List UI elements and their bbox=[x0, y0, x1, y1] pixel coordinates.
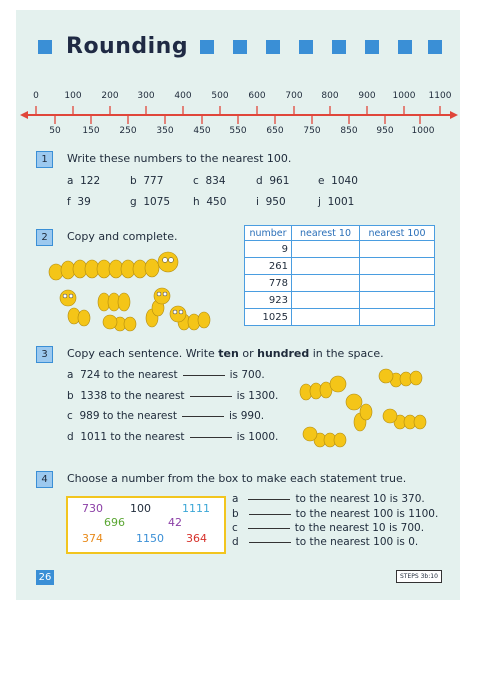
q1-item: g 1075 bbox=[130, 196, 171, 208]
box-number: 364 bbox=[186, 532, 207, 545]
number-line-label: 500 bbox=[211, 91, 229, 101]
decor-square-icon bbox=[332, 40, 346, 54]
empty-cell bbox=[360, 292, 435, 309]
q1-item: a 122 bbox=[67, 175, 101, 187]
column-header: number bbox=[245, 226, 292, 241]
q4-line: d to the nearest 100 is 0. bbox=[232, 536, 419, 548]
question-number: 1 bbox=[36, 151, 53, 168]
q1-item: e 1040 bbox=[318, 175, 358, 187]
empty-cell bbox=[360, 309, 435, 326]
table-row bbox=[245, 309, 435, 326]
decor-square-icon bbox=[233, 40, 247, 54]
q4-line: c to the nearest 10 is 700. bbox=[232, 522, 425, 534]
empty-cell bbox=[292, 258, 360, 275]
number-line-label: 450 bbox=[193, 126, 211, 136]
box-number: 1111 bbox=[182, 502, 210, 515]
empty-cell bbox=[360, 275, 435, 292]
number-line-label: 550 bbox=[229, 126, 247, 136]
number-line-label: 350 bbox=[156, 126, 174, 136]
empty-cell bbox=[292, 275, 360, 292]
number-line-label: 200 bbox=[101, 91, 119, 101]
number-line-label: 900 bbox=[358, 91, 376, 101]
column-header: nearest 10 bbox=[292, 226, 360, 241]
question-text: Choose a number from the box to make each statement true. bbox=[67, 472, 407, 485]
number-line-label: 650 bbox=[266, 126, 284, 136]
decor-square-icon bbox=[365, 40, 379, 54]
q3-line: b 1338 to the nearest is 1300. bbox=[67, 390, 279, 402]
table-row bbox=[245, 275, 435, 292]
number-line-label: 0 bbox=[33, 91, 39, 101]
table-row bbox=[245, 241, 435, 258]
number-line-label: 400 bbox=[174, 91, 192, 101]
box-number: 1150 bbox=[136, 532, 164, 545]
table-row bbox=[245, 292, 435, 309]
caterpillars-illustration bbox=[44, 250, 214, 338]
box-number: 42 bbox=[168, 516, 182, 529]
q4-line: a to the nearest 10 is 370. bbox=[232, 493, 425, 505]
steps-code: STEPS 3b:10 bbox=[396, 570, 442, 583]
column-header: nearest 100 bbox=[360, 226, 435, 241]
number-line-label: 850 bbox=[340, 126, 358, 136]
q1-item: f 39 bbox=[67, 196, 91, 208]
decor-square-icon bbox=[398, 40, 412, 54]
q1-item: h 450 bbox=[193, 196, 227, 208]
q1-item: c 834 bbox=[193, 175, 226, 187]
empty-cell bbox=[292, 292, 360, 309]
table-row bbox=[245, 258, 435, 275]
q3-line: a 724 to the nearest is 700. bbox=[67, 369, 265, 381]
caterpillars-illustration-2 bbox=[296, 364, 446, 454]
q1-item: b 777 bbox=[130, 175, 164, 187]
table-cell: 261 bbox=[245, 258, 292, 275]
q1-item: i 950 bbox=[256, 196, 286, 208]
number-line-label: 150 bbox=[82, 126, 100, 136]
empty-cell bbox=[360, 241, 435, 258]
number-line-label: 600 bbox=[248, 91, 266, 101]
title-square-icon bbox=[38, 40, 52, 54]
q1-item: j 1001 bbox=[318, 196, 355, 208]
q3-line: c 989 to the nearest is 990. bbox=[67, 410, 265, 422]
number-line-label: 750 bbox=[303, 126, 321, 136]
number-line-label: 300 bbox=[137, 91, 155, 101]
decor-square-icon bbox=[428, 40, 442, 54]
q4-line: b to the nearest 100 is 1100. bbox=[232, 508, 439, 520]
box-number: 100 bbox=[130, 502, 151, 515]
table-cell: 923 bbox=[245, 292, 292, 309]
empty-cell bbox=[360, 258, 435, 275]
table-cell: 1025 bbox=[245, 309, 292, 326]
q1-item: d 961 bbox=[256, 175, 290, 187]
empty-cell bbox=[292, 241, 360, 258]
page-number: 26 bbox=[36, 570, 54, 585]
number-line-label: 1000 bbox=[411, 126, 435, 136]
decor-square-icon bbox=[299, 40, 313, 54]
table-header-row bbox=[245, 226, 435, 241]
question-text: Write these numbers to the nearest 100. bbox=[67, 152, 292, 165]
question-number: 4 bbox=[36, 471, 53, 488]
number-line-label: 800 bbox=[321, 91, 339, 101]
question-number: 2 bbox=[36, 229, 53, 246]
number-line-label: 100 bbox=[64, 91, 82, 101]
rounding-table bbox=[244, 225, 435, 326]
empty-cell bbox=[292, 309, 360, 326]
page-title: Rounding bbox=[66, 34, 189, 59]
question-text: Copy and complete. bbox=[67, 230, 178, 243]
q3-line: d 1011 to the nearest is 1000. bbox=[67, 431, 279, 443]
question-number: 3 bbox=[36, 346, 53, 363]
box-number: 374 bbox=[82, 532, 103, 545]
box-number: 696 bbox=[104, 516, 125, 529]
decor-square-icon bbox=[266, 40, 280, 54]
question-text: Copy each sentence. Write ten or hundred in the space. bbox=[67, 347, 384, 360]
number-line-label: 700 bbox=[285, 91, 303, 101]
number-line-label: 950 bbox=[376, 126, 394, 136]
decor-square-icon bbox=[200, 40, 214, 54]
number-line-label: 250 bbox=[119, 126, 137, 136]
number-line-label: 50 bbox=[49, 126, 61, 136]
table-cell: 9 bbox=[245, 241, 292, 258]
number-line-label: 1100 bbox=[428, 91, 452, 101]
number-line-label: 1000 bbox=[392, 91, 416, 101]
table-cell: 778 bbox=[245, 275, 292, 292]
box-number: 730 bbox=[82, 502, 103, 515]
